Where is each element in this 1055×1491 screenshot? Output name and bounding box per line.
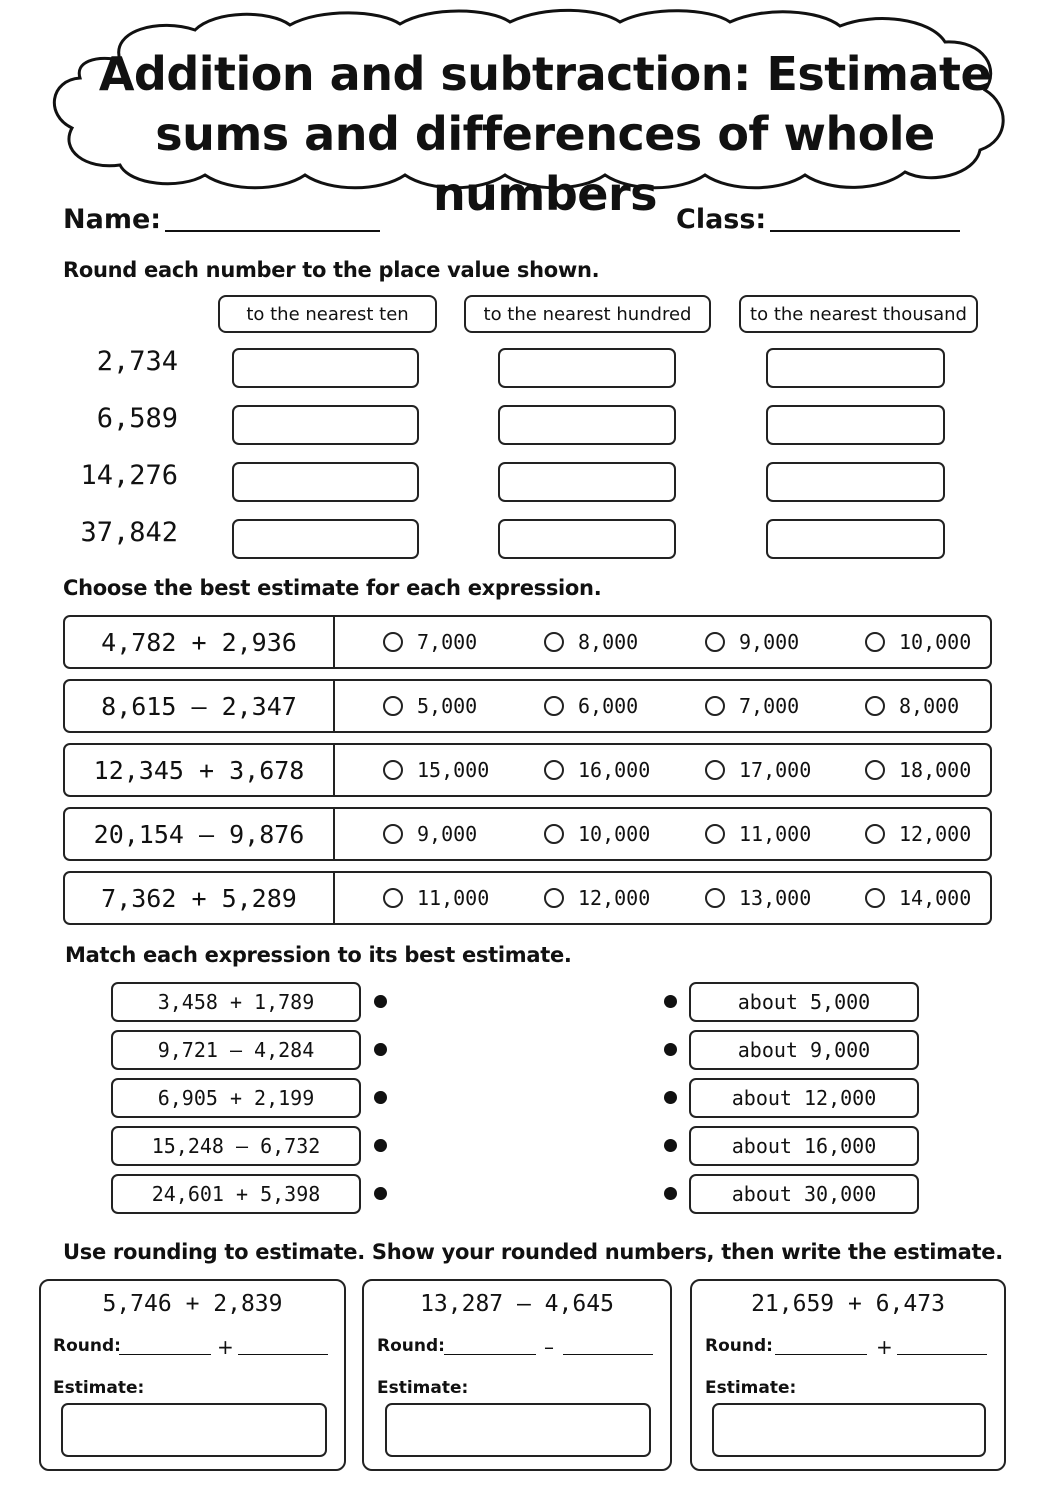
radio-circle-icon[interactable] [865,824,885,844]
estimate-label: Estimate: [377,1378,469,1398]
answer-box-thousand-4[interactable] [766,519,945,559]
match-dot-left[interactable] [374,1139,387,1152]
radio-circle-icon[interactable] [544,824,564,844]
choice-expression: 8,615 – 2,347 [65,681,335,731]
match-instruction: Match each expression to its best estimate. [65,943,572,967]
estimate-label: Estimate: [705,1378,797,1398]
class-label: Class: [676,204,767,235]
operator-sign: – [544,1335,554,1359]
match-estimate: about 30,000 [689,1174,919,1214]
choice-expression: 7,362 + 5,289 [65,873,335,923]
round-blank[interactable] [897,1354,987,1355]
choose-instruction: Choose the best estimate for each expression. [63,576,602,600]
round-number-3: 14,276 [80,460,178,491]
choice-option[interactable]: 11,000 [705,809,811,859]
choice-expression: 4,782 + 2,936 [65,617,335,667]
match-dot-left[interactable] [374,1091,387,1104]
match-dot-left[interactable] [374,995,387,1008]
choice-option[interactable]: 7,000 [705,681,799,731]
round-label: Round: [705,1336,773,1356]
radio-circle-icon[interactable] [705,824,725,844]
estimate-expression: 5,746 + 2,839 [102,1291,283,1317]
choice-expression: 20,154 – 9,876 [65,809,335,859]
choice-row [63,807,992,861]
match-expression: 24,601 + 5,398 [111,1174,361,1214]
radio-circle-icon[interactable] [705,632,725,652]
choice-option[interactable]: 9,000 [383,809,477,859]
estimate-panel [690,1279,1006,1471]
round-label: Round: [377,1336,445,1356]
match-dot-left[interactable] [374,1043,387,1056]
title-line-1: Addition and subtraction: Estimate [98,47,992,101]
worksheet-title [90,44,1000,224]
estimate-answer-box[interactable] [712,1403,986,1457]
match-expression: 15,248 – 6,732 [111,1126,361,1166]
choice-row [63,615,992,669]
estimate-panel [39,1279,346,1471]
round-number-4: 37,842 [80,517,178,548]
radio-circle-icon[interactable] [544,760,564,780]
match-dot-right[interactable] [664,995,677,1008]
choice-option[interactable]: 6,000 [544,681,638,731]
name-label: Name: [63,204,162,235]
choice-option[interactable]: 10,000 [544,809,650,859]
choice-option[interactable]: 8,000 [544,617,638,667]
answer-box-hundred-3[interactable] [498,462,676,502]
estimate-expression: 21,659 + 6,473 [751,1291,945,1317]
estimate-answer-box[interactable] [385,1403,651,1457]
radio-circle-icon[interactable] [705,696,725,716]
match-expression: 6,905 + 2,199 [111,1078,361,1118]
choice-option[interactable]: 7,000 [383,617,477,667]
round-blank[interactable] [119,1354,211,1355]
class-field[interactable] [770,230,960,232]
radio-circle-icon[interactable] [865,632,885,652]
match-expression: 3,458 + 1,789 [111,982,361,1022]
choice-row [63,679,992,733]
choice-option[interactable]: 15,000 [383,745,489,795]
choice-expression: 12,345 + 3,678 [65,745,335,795]
estimate-instruction: Use rounding to estimate. Show your rounded numbers, then write the estimate. [63,1240,1003,1264]
column-nearest-thousand: to the nearest thousand [739,295,978,333]
answer-box-ten-4[interactable] [232,519,419,559]
match-expression: 9,721 – 4,284 [111,1030,361,1070]
choice-option[interactable]: 14,000 [865,873,971,923]
choice-option[interactable]: 18,000 [865,745,971,795]
choice-option[interactable]: 5,000 [383,681,477,731]
estimate-expression: 13,287 – 4,645 [420,1291,614,1317]
match-estimate: about 5,000 [689,982,919,1022]
radio-circle-icon[interactable] [544,632,564,652]
answer-box-ten-3[interactable] [232,462,419,502]
radio-circle-icon[interactable] [383,632,403,652]
round-blank[interactable] [775,1354,867,1355]
round-blank[interactable] [444,1354,536,1355]
operator-sign: + [217,1335,234,1359]
answer-box-thousand-2[interactable] [766,405,945,445]
match-dot-right[interactable] [664,1091,677,1104]
radio-circle-icon[interactable] [383,696,403,716]
estimate-panel [362,1279,672,1471]
choice-option[interactable]: 9,000 [705,617,799,667]
choice-option[interactable]: 16,000 [544,745,650,795]
choice-option[interactable]: 10,000 [865,617,971,667]
radio-circle-icon[interactable] [865,696,885,716]
choice-option[interactable]: 8,000 [865,681,959,731]
match-estimate: about 16,000 [689,1126,919,1166]
round-blank[interactable] [563,1354,653,1355]
choice-option[interactable]: 12,000 [865,809,971,859]
answer-box-hundred-4[interactable] [498,519,676,559]
column-nearest-ten: to the nearest ten [218,295,437,333]
choice-option[interactable]: 13,000 [705,873,811,923]
answer-box-hundred-1[interactable] [498,348,676,388]
match-estimate: about 12,000 [689,1078,919,1118]
match-dot-right[interactable] [664,1043,677,1056]
radio-circle-icon[interactable] [705,760,725,780]
estimate-label: Estimate: [53,1378,145,1398]
name-field[interactable] [165,230,380,232]
match-dot-right[interactable] [664,1139,677,1152]
answer-box-hundred-2[interactable] [498,405,676,445]
answer-box-ten-2[interactable] [232,405,419,445]
choice-option[interactable]: 17,000 [705,745,811,795]
radio-circle-icon[interactable] [865,760,885,780]
round-blank[interactable] [238,1354,328,1355]
match-dot-right[interactable] [664,1187,677,1200]
choice-row [63,871,992,925]
answer-box-thousand-1[interactable] [766,348,945,388]
radio-circle-icon[interactable] [544,888,564,908]
column-nearest-hundred: to the nearest hundred [464,295,711,333]
match-estimate: about 9,000 [689,1030,919,1070]
round-number-2: 6,589 [96,403,178,434]
radio-circle-icon[interactable] [383,760,403,780]
radio-circle-icon[interactable] [383,824,403,844]
radio-circle-icon[interactable] [865,888,885,908]
choice-row [63,743,992,797]
round-label: Round: [53,1336,121,1356]
operator-sign: + [876,1335,893,1359]
estimate-answer-box[interactable] [61,1403,327,1457]
answer-box-ten-1[interactable] [232,348,419,388]
answer-box-thousand-3[interactable] [766,462,945,502]
choice-option[interactable]: 11,000 [383,873,489,923]
radio-circle-icon[interactable] [383,888,403,908]
match-dot-left[interactable] [374,1187,387,1200]
radio-circle-icon[interactable] [705,888,725,908]
title-line-2: sums and differences of whole numbers [155,107,935,221]
rounding-instruction: Round each number to the place value shown. [63,258,600,282]
round-number-1: 2,734 [96,346,178,377]
choice-option[interactable]: 12,000 [544,873,650,923]
radio-circle-icon[interactable] [544,696,564,716]
